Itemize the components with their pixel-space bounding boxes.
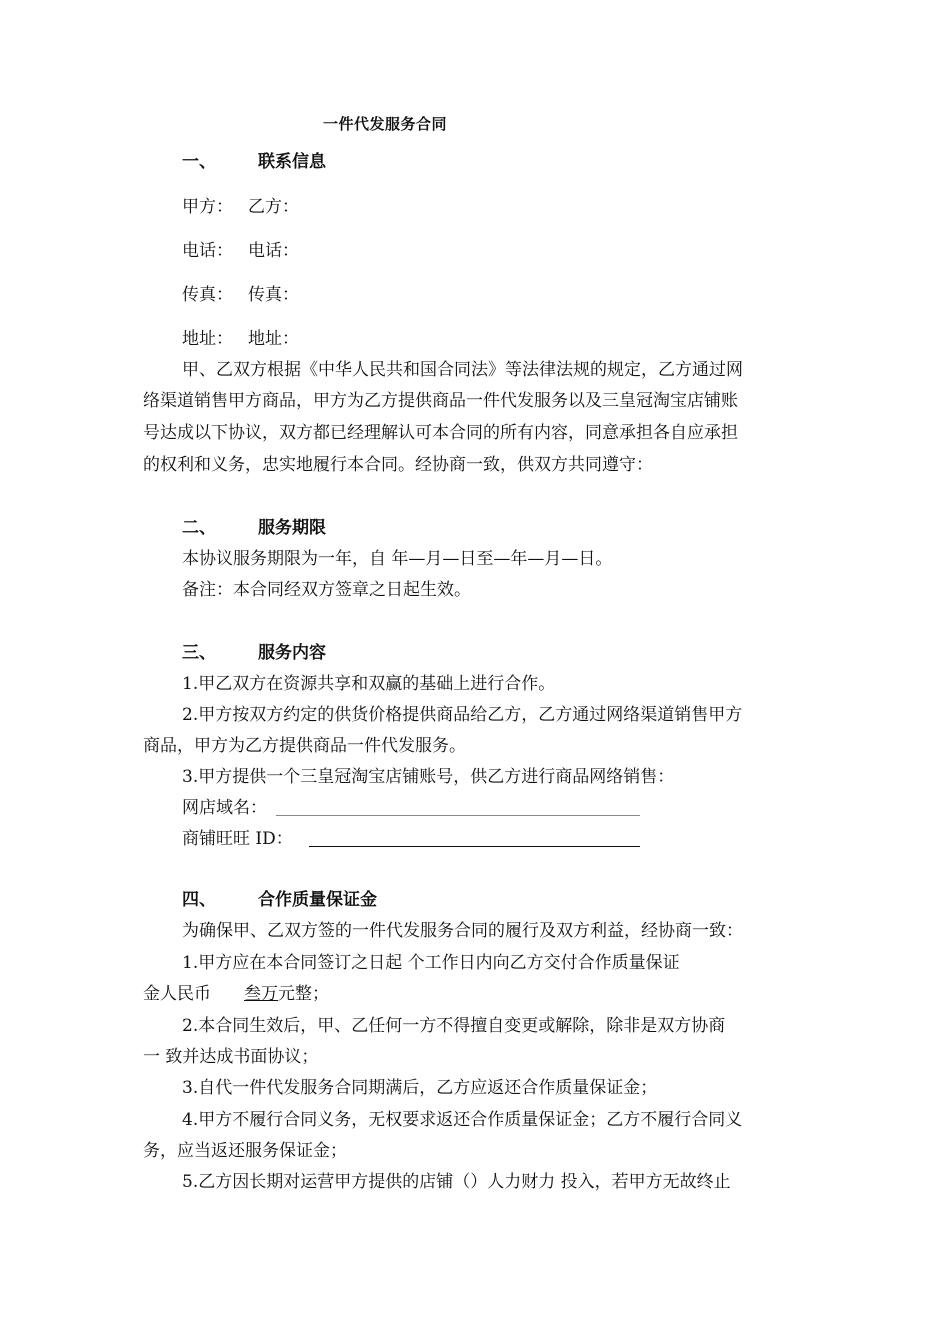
address-row [182,327,862,351]
section3-title: 服务内容 [258,643,326,663]
document-title: 一件代发服务合同 [322,115,447,133]
phone-a-label: 电话： [182,241,233,261]
term-line: 本协议服务期限为一年，自 年—月—日至—年—月—日。 [182,549,613,569]
section2-heading [182,516,326,540]
phone-row [182,239,862,263]
service-item-2-cont: 商品，甲方为乙方提供商品一件代发服务。 [143,736,466,756]
intro-line: 甲、乙双方根据《中华人民共和国合同法》等法律法规的规定，乙方通过网 [182,360,743,380]
section1-title: 联系信息 [258,152,326,172]
service-item-1: 1.甲乙双方在资源共享和双赢的基础上进行合作。 [182,674,556,694]
section1-number: 一、 [182,152,216,172]
deposit-currency-label: 金人民币 [143,984,211,1004]
deposit-item-2: 2.本合同生效后，甲、乙任何一方不得擅自变更或解除，除非是双方协商 [182,1016,726,1036]
deposit-item-5: 5.乙方因长期对运营甲方提供的店铺（）人力财力 投入，若甲方无故终止 [182,1172,731,1192]
deposit-amount: 叁万 [244,984,278,1004]
deposit-suffix: 元整； [278,984,329,1004]
domain-row [182,796,862,820]
deposit-item-3: 3.自代一件代发服务合同期满后，乙方应返还合作质量保证金； [182,1078,658,1098]
address-b-label: 地址： [248,329,299,349]
section3-heading [182,641,326,665]
deposit-item-4: 4.甲方不履行合同义务，无权要求返还合作质量保证金；乙方不履行合同义 [182,1110,743,1130]
fax-row [182,283,862,307]
section1-heading [182,150,326,174]
fax-b-label: 传真： [248,285,299,305]
wangwang-blank[interactable] [309,846,640,847]
intro-line: 络渠道销售甲方商品，甲方为乙方提供商品一件代发服务以及三皇冠淘宝店铺账 [143,391,738,411]
wangwang-row [182,827,862,851]
section2-title: 服务期限 [258,518,326,538]
service-item-2: 2.甲方按双方约定的供货价格提供商品给乙方，乙方通过网络渠道销售甲方 [182,705,743,725]
address-a-label: 地址： [182,329,233,349]
deposit-item-2-cont: 一 致并达成书面协议； [143,1047,319,1067]
section4-number: 四、 [182,890,216,910]
phone-b-label: 电话： [248,241,299,261]
deposit-intro: 为确保甲、乙双方签的一件代发服务合同的履行及双方利益，经协商一致： [182,921,743,941]
fax-a-label: 传真： [182,285,233,305]
party-row [182,195,862,219]
deposit-item-1: 1.甲方应在本合同签订之日起 个工作日内向乙方交付合作质量保证 [182,953,680,973]
party-a-label: 甲方： [182,197,233,217]
intro-line: 号达成以下协议，双方都已经理解认可本合同的所有内容，同意承担各自应承担 [143,423,738,443]
section3-number: 三、 [182,643,216,663]
section4-title: 合作质量保证金 [258,890,377,910]
deposit-item-1-cont [143,982,823,1006]
wangwang-label: 商铺旺旺 ID： [182,829,293,849]
party-b-label: 乙方： [248,197,299,217]
section4-heading [182,888,377,912]
service-item-3: 3.甲方提供一个三皇冠淘宝店铺账号，供乙方进行商品网络销售： [182,767,675,787]
section2-number: 二、 [182,518,216,538]
term-note: 备注：本合同经双方签章之日起生效。 [182,580,471,600]
deposit-item-4-cont: 务，应当返还服务保证金； [143,1141,347,1161]
intro-line: 的权利和义务，忠实地履行本合同。经协商一致，供双方共同遵守： [143,455,653,475]
domain-label: 网店域名： [182,798,267,818]
domain-blank[interactable] [276,815,640,816]
